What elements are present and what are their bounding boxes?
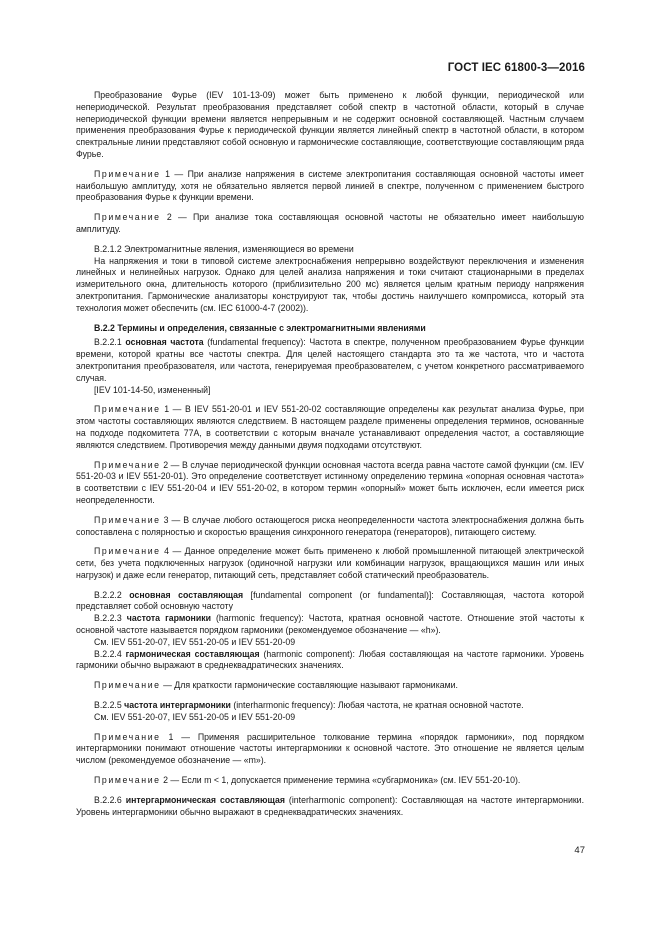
definition-b224: B.2.2.4 гармоническая составляющая (harmonic component): Любая составляющая на частоте гармоники. Уровень гармоники обычно выражают в среднеквадратических значениях. — [76, 648, 584, 671]
paragraph-fourier: Преобразование Фурье (IEV 101-13-09) может быть применено к любой функции, периодической или непериодической. Результат преобразования представляет собой спектр в частотной области, который в случае непериодической функции времени является непрерывным и не содержит основной составляющей. Частным случаем применения преобразования Фурье к периодической функции является линейный спектр в частотной области, в котором спектральные линии представляют собой основную и гармонические составляющие, соответствующие составляющим ряда Фурье. — [76, 90, 584, 159]
definition-b221-ref: [IEV 101-14-50, измененный] — [94, 384, 211, 395]
definition-b225-ref: См. IEV 551-20-07, IEV 551-20-05 и IEV 551-20-09 — [94, 711, 296, 722]
note-b221-1: Примечание 1 — В IEV 551-20-01 и IEV 551-20-02 составляющие определены как результат анализа Фурье, при этом частоты составляющих являются следствием. В настоящем разделе применены определения терминов, основанные на подходе подкомитета 77А, в соответствии с которым вначале устанавливают определения частот, а составляющие являются следствием. Противоречия между данными двумя подходами отсутствуют. — [76, 404, 584, 450]
section-b212-text: На напряжения и токи в типовой системе электроснабжения непрерывно воздействуют переключения и изменения линейных и нелинейных нагрузок. Однако для целей анализа напряжения и токи считают стационарными в пределах измерительного окна, длительность которого (приблизительно 200 мс) является целым кратным периоду напряжения электропитания. Гармонические анализаторы конструируют так, чтобы достичь наилучшего компромисса, который эта технология может обеспечить (см. IEC 61000-4-7 (2002)). — [76, 255, 584, 313]
term: частота гармоники — [126, 613, 211, 624]
note-b224: Примечание — Для краткости гармонические составляющие называют гармониками. — [94, 680, 458, 691]
note-label: Примечание — [94, 168, 161, 179]
note-b221-3: Примечание 3 — В случае любого остающегося риска неопределенности частота электроснабжения должна быть сопоставлена с полярностью и скоростью вращения синхронного генератора (генераторов), питающего систему. — [76, 514, 584, 537]
definition-b222: B.2.2.2 основная составляющая [fundamental component (or fundamental)]: Составляющая, частота которой представляет собой основную частоту — [76, 589, 584, 612]
term: интергармоническая составляющая — [125, 794, 285, 805]
term: основная составляющая — [129, 589, 244, 600]
note-b221-2: Примечание 2 — В случае периодической функции основная частота всегда равна частоте самой функции (см. IEV 551-20-03 и IEV 551-20-01). Это определение соответствует истинному определению термина «опорная основная частота» в соответствии с IEV 551-20-04 и IEV 551-20-02, в котором термин «опорный» может быть исключен, если имеется риск неопределенности. — [76, 459, 584, 505]
definition-b221: B.2.2.1 основная частота (fundamental frequency): Частота в спектре, полученном преобразованием Фурье функции времени, которой кратны все частоты спектра. Для целей настоящего стандарта это та же частота, что и частота электропитания преобразователя, или частота, генерируемая преобразователем, с учетом конкретного рассматриваемого случая. — [76, 337, 584, 383]
term: гармоническая составляющая — [125, 648, 260, 659]
section-b22-heading: B.2.2 Термины и определения, связанные с электромагнитными явлениями — [94, 322, 426, 333]
definition-b223-ref: См. IEV 551-20-07, IEV 551-20-05 и IEV 551-20-09 — [94, 636, 296, 647]
page-content — [76, 90, 584, 818]
definition-b223: B.2.2.3 частота гармоники (harmonic frequency): Частота, кратная основной частоте. Отношение этой частоты к основной частоте называется порядком гармоники (рекомендуемое обозначение — «h»). — [76, 613, 584, 636]
note-1: Примечание 1 — При анализе напряжения в системе электропитания составляющая основной частоты имеет наибольшую амплитуду, хотя не обязательно является первой линией в спектре, полученном с применением быстрого преобразования Фурье к функции времени. — [76, 168, 584, 203]
term: частота интергармоники — [124, 700, 231, 711]
section-b212-heading: B.2.1.2 Электромагнитные явления, изменяющиеся во времени — [94, 243, 354, 254]
note-2: Примечание 2 — При анализе тока составляющая основной частоты не обязательно имеет наибольшую амплитуду. — [76, 212, 584, 234]
standard-header: ГОСТ IEC 61800-3—2016 — [447, 62, 585, 74]
note-b225-2: Примечание 2 — Если m < 1, допускается применение термина «субгармоника» (см. IEV 551-20-10). — [94, 775, 521, 786]
definition-b225: B.2.2.5 частота интергармоники (interharmonic frequency): Любая частота, не кратная основной частоте. — [94, 700, 524, 711]
note-b221-4: Примечание 4 — Данное определение может быть применено к любой промышленной питающей электрической сети, без учета подключенных нагрузок (одиночной нагрузки или комбинации нагрузок, вращающихся машин или иных нагрузок) и даже если генератор, питающий сеть, представляет собой статический преобразователь. — [76, 546, 584, 580]
term: основная частота — [125, 337, 204, 348]
page-number: 47 — [574, 845, 585, 856]
definition-b226: B.2.2.6 интергармоническая составляющая (interharmonic component): Составляющая на частоте интергармоники. Уровень интергармоники обычно выражают в среднеквадратических значениях. — [76, 794, 584, 817]
note-label: Примечание — [94, 212, 161, 223]
note-b225-1: Примечание 1 — Применяя расширительное толкование термина «порядок гармоники», под порядком интергармоники понимают отношение частоты интергармоники к основной частоте. Это отношение не является целым числом (рекомендуемое обозначение — «m»). — [76, 731, 584, 766]
